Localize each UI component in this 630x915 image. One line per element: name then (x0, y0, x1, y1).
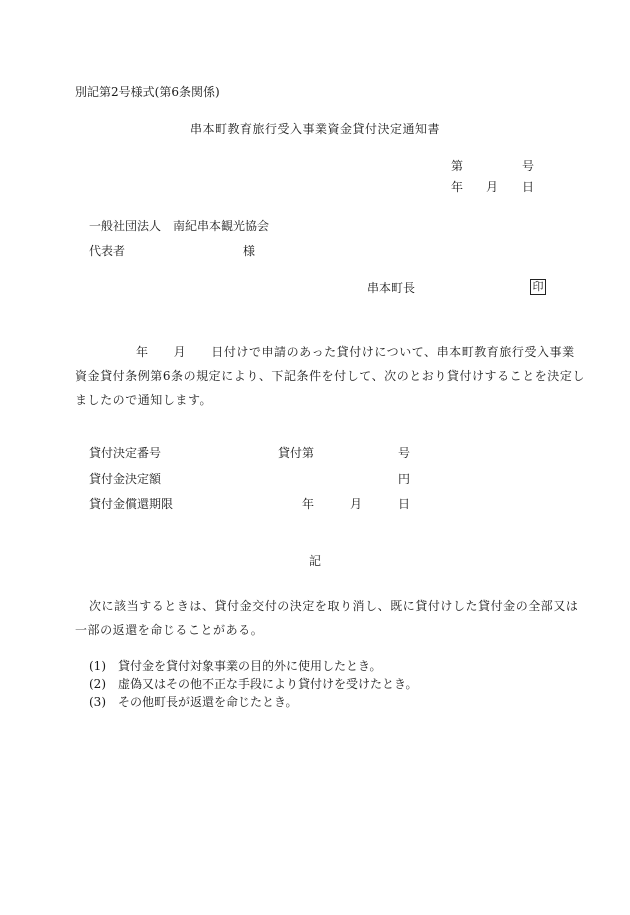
amount-label: 貸付金決定額 (89, 472, 162, 486)
body-line: 年 月 日付けで申請のあった貸付けについて、串本町教育旅行受入事業 (136, 345, 575, 359)
deadline-month: 月 (350, 497, 363, 511)
list-item-number: (2) (89, 677, 106, 691)
document-title: 串本町教育旅行受入事業資金貸付決定通知書 (189, 122, 440, 136)
list-item-text: その他町長が返還を命じたとき。 (118, 695, 298, 709)
seal-mark: 印 (530, 279, 546, 295)
list-item-number: (3) (89, 695, 106, 709)
ki-heading: 記 (308, 554, 321, 568)
loan-number-suffix: 号 (398, 446, 411, 460)
amount-unit: 円 (398, 472, 411, 486)
condition-line: 一部の返還を命じることがある。 (75, 623, 264, 637)
number-prefix: 第 (451, 159, 464, 173)
deadline-day: 日 (398, 497, 411, 511)
date-year: 年 (451, 180, 464, 194)
condition-line: 次に該当するときは、貸付金交付の決定を取り消し、既に貸付けした貸付金の全部又は (89, 599, 579, 613)
body-line: ましたので通知します。 (75, 393, 213, 407)
date-day: 日 (522, 180, 535, 194)
honorific: 様 (243, 244, 256, 258)
condition-paragraph (75, 594, 579, 642)
deadline-label: 貸付金償還期限 (89, 497, 174, 511)
body-paragraph (75, 340, 585, 412)
loan-number-label: 貸付決定番号 (89, 446, 162, 460)
addressee-organization: 一般社団法人 南紀串本観光協会 (89, 219, 270, 233)
form-label: 別記第2号様式(第6条関係) (75, 85, 220, 99)
addressee-representative: 代表者 (89, 244, 126, 258)
issuer-name: 串本町長 (367, 281, 416, 295)
number-suffix: 号 (522, 159, 535, 173)
list-item-number: (1) (89, 659, 106, 673)
body-line: 資金貸付条例第6条の規定により、下記条件を付して、次のとおり貸付けすることを決定し (75, 369, 585, 383)
list-item-text: 貸付金を貸付対象事業の目的外に使用したとき。 (118, 659, 382, 673)
deadline-year: 年 (302, 497, 315, 511)
loan-number-prefix: 貸付第 (278, 446, 315, 460)
date-month: 月 (486, 180, 499, 194)
list-item-text: 虚偽又はその他不正な手段により貸付けを受けたとき。 (118, 677, 418, 691)
